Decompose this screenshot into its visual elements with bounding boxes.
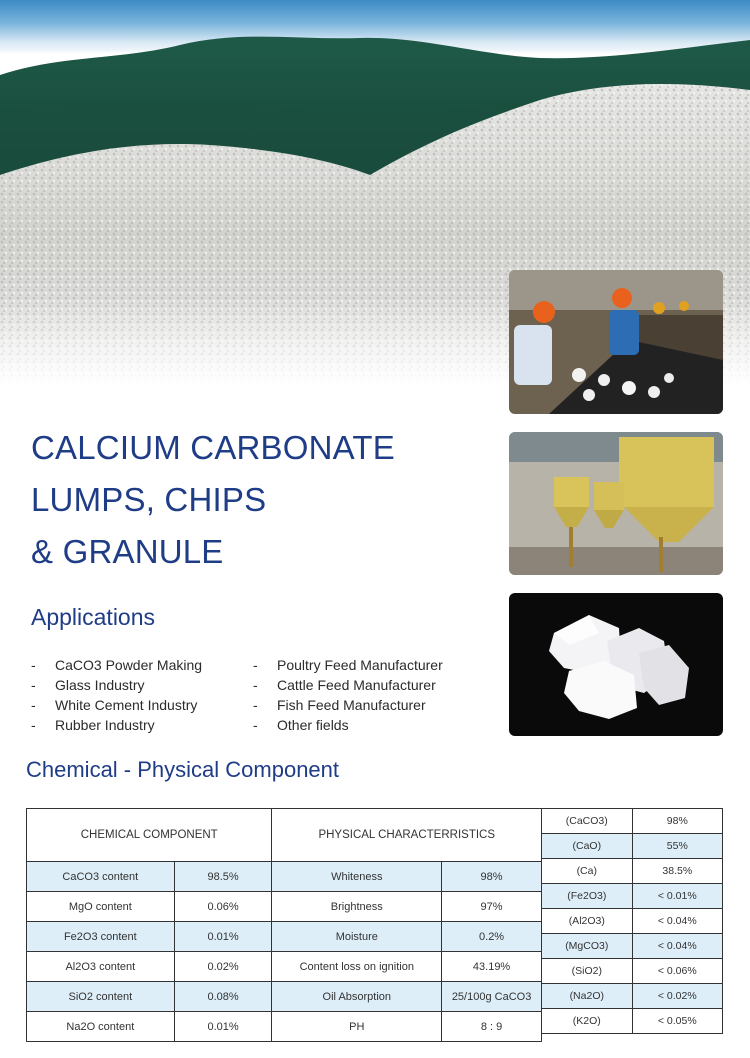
table-row: SiO2 content 0.08% Oil Absorption 25/100g CaCO3 <box>27 982 542 1012</box>
list-item: - Rubber Industry <box>31 717 155 733</box>
title-line: CALCIUM CARBONATE <box>31 429 395 466</box>
applications-heading: Applications <box>31 604 156 630</box>
applications-list-right <box>253 655 443 735</box>
limestone-lumps-photo <box>509 593 723 736</box>
list-item: - CaCO3 Powder Making <box>31 657 203 673</box>
processing-plant-photo <box>509 432 723 575</box>
table-row: (Al2O3) < 0.04% <box>542 909 723 934</box>
component-table <box>26 808 542 1042</box>
title-line: LUMPS, CHIPS <box>31 481 267 518</box>
table-row: (Na2O) < 0.02% <box>542 984 723 1009</box>
applications-list-left <box>31 655 202 735</box>
table-row: (SiO2) < 0.06% <box>542 959 723 984</box>
list-item: - Poultry Feed Manufacturer <box>253 657 443 673</box>
list-item: - White Cement Industry <box>31 697 198 713</box>
list-item: - Glass Industry <box>31 677 145 693</box>
table-row: (CaCO3) 98% <box>542 809 723 834</box>
list-item: - Cattle Feed Manufacturer <box>253 677 436 693</box>
table-row: Fe2O3 content 0.01% Moisture 0.2% <box>27 922 542 952</box>
physical-characteristics-header: PHYSICAL CHARACTERRISTICS <box>272 809 542 862</box>
table-row: Al2O3 content 0.02% Content loss on ignition 43.19% <box>27 952 542 982</box>
table-row: (MgCO3) < 0.04% <box>542 934 723 959</box>
table-row: (K2O) < 0.05% <box>542 1009 723 1034</box>
table-row: (CaO) 55% <box>542 834 723 859</box>
table-row: CaCO3 content 98.5% Whiteness 98% <box>27 862 542 892</box>
table-row: (Fe2O3) < 0.01% <box>542 884 723 909</box>
chemical-component-header: CHEMICAL COMPONENT <box>27 809 272 862</box>
table-row: (Ca) 38.5% <box>542 859 723 884</box>
section-heading: Chemical - Physical Component <box>26 757 340 782</box>
element-composition-table <box>541 808 723 1034</box>
title-line: & GRANULE <box>31 533 224 570</box>
list-item: - Other fields <box>253 717 349 733</box>
page-title <box>31 422 491 578</box>
table-row: Na2O content 0.01% PH 8 : 9 <box>27 1012 542 1042</box>
list-item: - Fish Feed Manufacturer <box>253 697 426 713</box>
workers-sorting-photo <box>509 270 723 414</box>
table-row: MgO content 0.06% Brightness 97% <box>27 892 542 922</box>
